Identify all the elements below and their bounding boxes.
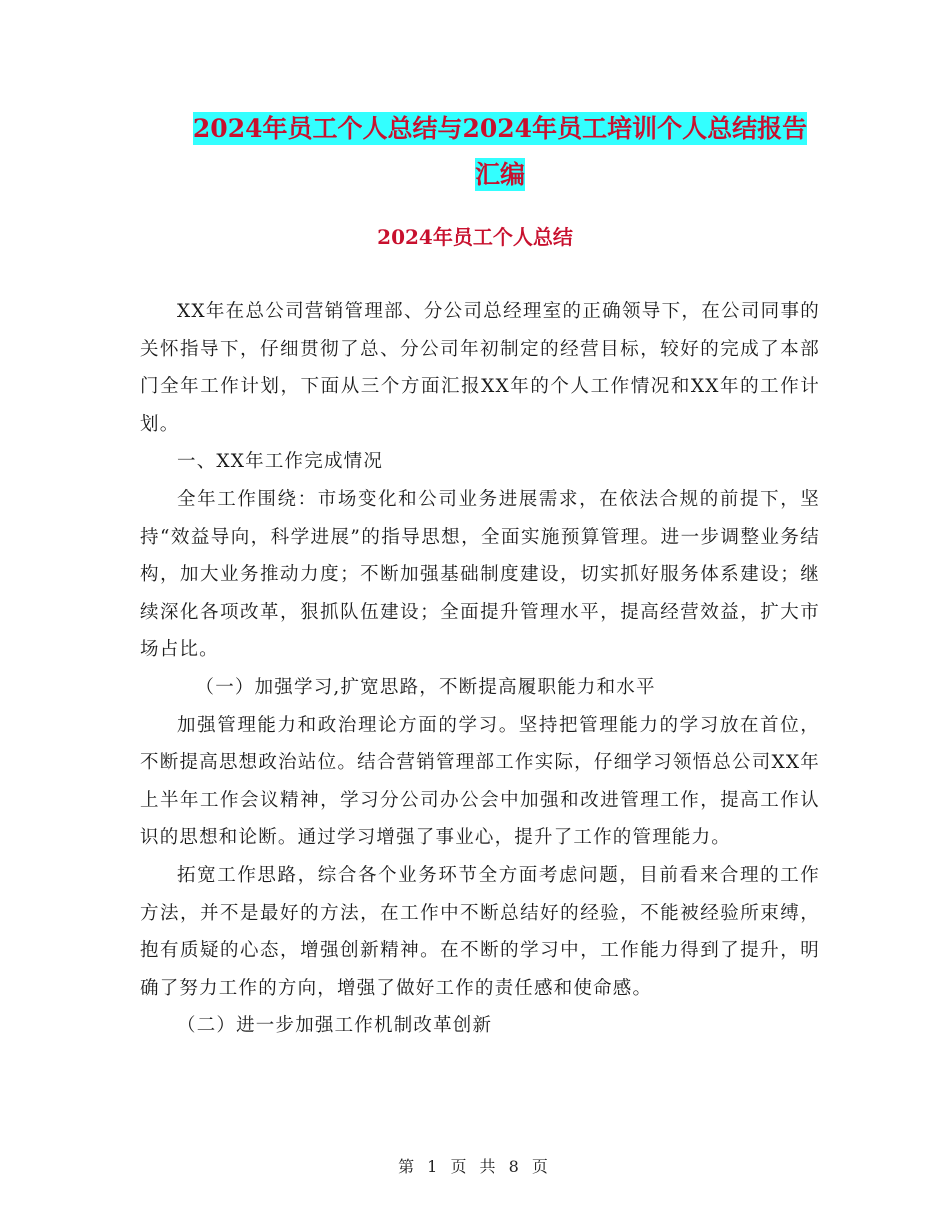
- paragraph-management-study: 加强管理能力和政治理论方面的学习。坚持把管理能力的学习放在首位，不断提高思想政治站位。结合营销管理部工作实际，仔细学习领悟总公司XX年上半年工作会议精神，学习分公司办公会中加强和改进管理工作，提高工作认识的思想和论断。通过学习增强了事业心，提升了工作的管理能力。: [140, 714, 820, 849]
- page-number-footer: 第 1 页 共 8 页: [398, 1157, 552, 1176]
- document-title: [150, 106, 850, 198]
- paragraph-overview: 全年工作围绕：市场变化和公司业务进展需求，在依法合规的前提下，坚持“效益导向，科学进展”的指导思想，全面实施预算管理。进一步调整业务结构，加大业务推动力度；不断加强基础制度建设，切实抓好服务体系建设；继续深化各项改革，狠抓队伍建设；全面提升管理水平，提高经营效益，扩大市场占比。: [140, 488, 820, 661]
- heading-work-completion: 一、XX年工作完成情况: [177, 451, 384, 473]
- section-title: 2024年员工个人总结: [377, 225, 573, 249]
- subheading-strengthen-learning: （一）加强学习,扩宽思路，不断提高履职能力和水平: [195, 676, 656, 698]
- paragraph-intro: XX年在总公司营销管理部、分公司总经理室的正确领导下，在公司同事的关怀指导下，仔细贯彻了总、分公司年初制定的经营目标，较好的完成了本部门全年工作计划，下面从三个方面汇报XX年的个人工作情况和XX年的工作计划。: [140, 301, 820, 435]
- paragraph-broaden-thinking: 拓宽工作思路，综合各个业务环节全方面考虑问题，目前看来合理的工作方法，并不是最好的方法，在工作中不断总结好的经验，不能被经验所束缚，抱有质疑的心态，增强创新精神。在不断的学习中，工作能力得到了提升，明确了努力工作的方向，增强了做好工作的责任感和使命感。: [140, 864, 820, 999]
- document-title-line2: 汇编: [474, 160, 525, 189]
- subheading-mechanism-reform: （二）进一步加强工作机制改革创新: [177, 1015, 493, 1037]
- document-title-line1: 2024年员工个人总结与2024年员工培训个人总结报告: [192, 114, 808, 143]
- document-body: [140, 293, 820, 1045]
